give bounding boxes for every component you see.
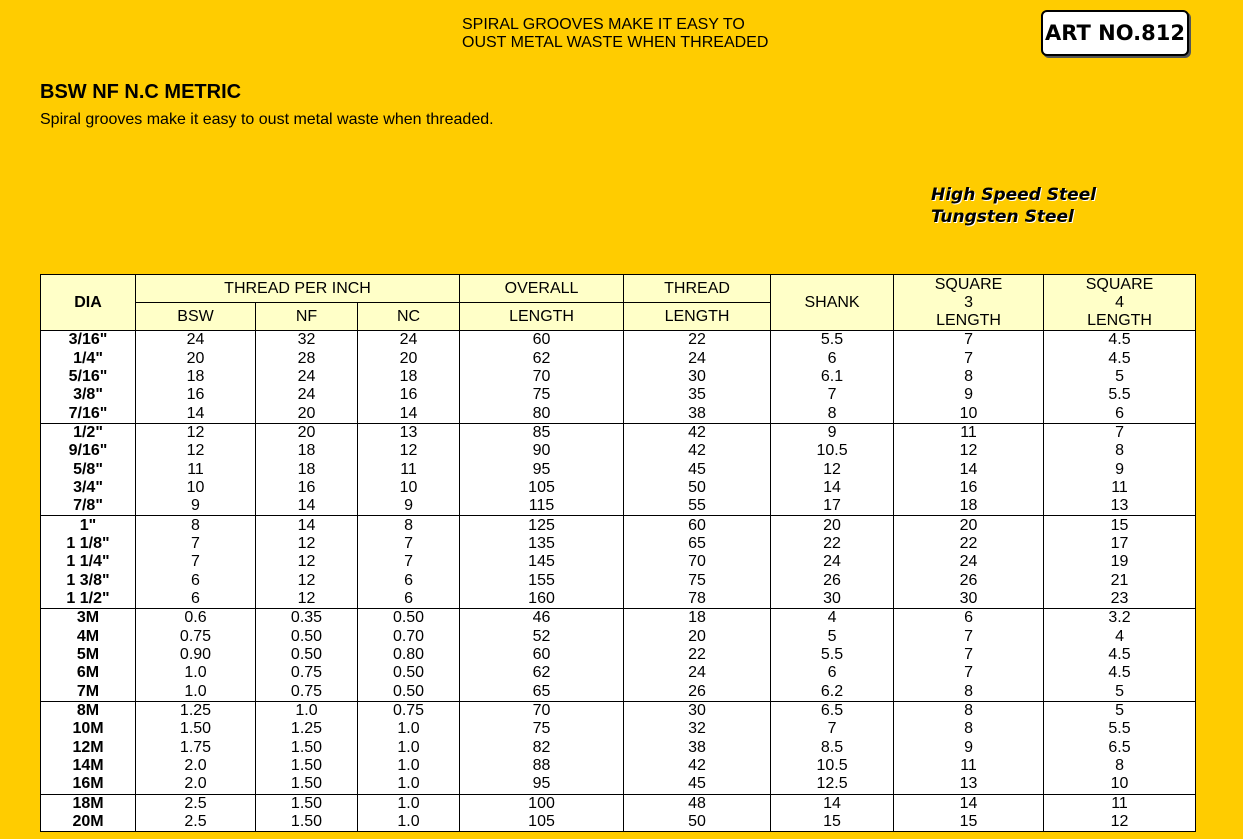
cell-nf: 1.0 — [256, 701, 358, 720]
cell-shank: 24 — [771, 553, 894, 571]
cell-thread-length: 38 — [624, 404, 771, 423]
table-row — [41, 553, 1196, 571]
cell-thread-length: 38 — [624, 739, 771, 757]
specification-table — [40, 274, 1196, 832]
cell-square-3-length: 18 — [894, 497, 1044, 516]
cell-dia: 6M — [41, 664, 136, 682]
cell-overall-length: 115 — [460, 497, 624, 516]
header-thread-length: LENGTH — [624, 303, 771, 331]
cell-shank: 12 — [771, 460, 894, 478]
cell-thread-length: 24 — [624, 664, 771, 682]
cell-overall-length: 105 — [460, 813, 624, 832]
cell-overall-length: 160 — [460, 590, 624, 609]
cell-nc: 0.80 — [358, 646, 460, 664]
cell-thread-length: 50 — [624, 813, 771, 832]
cell-dia: 7/8" — [41, 497, 136, 516]
header-dia: DIA — [41, 275, 136, 331]
cell-nf: 1.50 — [256, 813, 358, 832]
cell-overall-length: 95 — [460, 460, 624, 478]
table-row — [41, 683, 1196, 702]
cell-bsw: 8 — [136, 516, 256, 535]
cell-overall-length: 125 — [460, 516, 624, 535]
cell-nf: 0.75 — [256, 664, 358, 682]
cell-shank: 12.5 — [771, 775, 894, 794]
cell-bsw: 12 — [136, 423, 256, 442]
cell-overall-length: 62 — [460, 349, 624, 367]
table-row — [41, 404, 1196, 423]
cell-shank: 5.5 — [771, 331, 894, 350]
cell-nc: 1.0 — [358, 757, 460, 775]
cell-nc: 6 — [358, 590, 460, 609]
cell-nc: 16 — [358, 386, 460, 404]
cell-nf: 24 — [256, 368, 358, 386]
cell-square-4-length: 5 — [1044, 368, 1196, 386]
cell-thread-length: 30 — [624, 368, 771, 386]
table-row — [41, 349, 1196, 367]
cell-overall-length: 70 — [460, 701, 624, 720]
cell-square-4-length: 12 — [1044, 813, 1196, 832]
cell-dia: 8M — [41, 701, 136, 720]
cell-thread-length: 48 — [624, 794, 771, 813]
cell-nf: 14 — [256, 497, 358, 516]
cell-square-3-length: 7 — [894, 331, 1044, 350]
cell-dia: 16M — [41, 775, 136, 794]
cell-nc: 11 — [358, 460, 460, 478]
cell-square-4-length: 21 — [1044, 571, 1196, 589]
cell-square-3-length: 7 — [894, 628, 1044, 646]
cell-nf: 16 — [256, 479, 358, 497]
cell-thread-length: 78 — [624, 590, 771, 609]
cell-overall-length: 62 — [460, 664, 624, 682]
cell-square-3-length: 12 — [894, 442, 1044, 460]
cell-overall-length: 135 — [460, 535, 624, 553]
cell-bsw: 2.0 — [136, 775, 256, 794]
cell-shank: 30 — [771, 590, 894, 609]
cell-square-3-length: 15 — [894, 813, 1044, 832]
cell-bsw: 1.75 — [136, 739, 256, 757]
cell-thread-length: 18 — [624, 609, 771, 628]
cell-bsw: 18 — [136, 368, 256, 386]
cell-bsw: 1.0 — [136, 664, 256, 682]
table-row — [41, 442, 1196, 460]
cell-dia: 1 1/8" — [41, 535, 136, 553]
cell-square-4-length: 7 — [1044, 423, 1196, 442]
cell-dia: 4M — [41, 628, 136, 646]
cell-thread-length: 32 — [624, 720, 771, 738]
header-square-4 — [1044, 275, 1196, 331]
cell-square-3-length: 14 — [894, 460, 1044, 478]
cell-nc: 1.0 — [358, 739, 460, 757]
cell-dia: 5/16" — [41, 368, 136, 386]
cell-nc: 10 — [358, 479, 460, 497]
cell-bsw: 0.75 — [136, 628, 256, 646]
cell-dia: 12M — [41, 739, 136, 757]
cell-nf: 18 — [256, 460, 358, 478]
cell-thread-length: 65 — [624, 535, 771, 553]
cell-thread-length: 70 — [624, 553, 771, 571]
cell-bsw: 1.0 — [136, 683, 256, 702]
cell-nf: 12 — [256, 553, 358, 571]
materials-list — [931, 184, 1096, 228]
cell-overall-length: 145 — [460, 553, 624, 571]
cell-square-3-length: 26 — [894, 571, 1044, 589]
cell-dia: 3M — [41, 609, 136, 628]
cell-nc: 0.50 — [358, 664, 460, 682]
cell-nc: 1.0 — [358, 775, 460, 794]
cell-nc: 1.0 — [358, 720, 460, 738]
cell-nc: 14 — [358, 404, 460, 423]
cell-shank: 6.5 — [771, 701, 894, 720]
cell-square-4-length: 9 — [1044, 460, 1196, 478]
cell-dia: 7/16" — [41, 404, 136, 423]
cell-overall-length: 60 — [460, 331, 624, 350]
cell-bsw: 7 — [136, 535, 256, 553]
header-square-3-line3: LENGTH — [936, 311, 1001, 329]
table-row — [41, 460, 1196, 478]
header-square-3-line1: SQUARE — [934, 275, 1003, 293]
cell-bsw: 1.25 — [136, 701, 256, 720]
cell-square-3-length: 8 — [894, 683, 1044, 702]
cell-shank: 8.5 — [771, 739, 894, 757]
cell-overall-length: 52 — [460, 628, 624, 646]
cell-nc: 20 — [358, 349, 460, 367]
cell-thread-length: 42 — [624, 442, 771, 460]
cell-nf: 1.50 — [256, 775, 358, 794]
cell-dia: 1/4" — [41, 349, 136, 367]
cell-nc: 13 — [358, 423, 460, 442]
cell-nf: 0.35 — [256, 609, 358, 628]
cell-nf: 20 — [256, 423, 358, 442]
cell-thread-length: 26 — [624, 683, 771, 702]
cell-square-3-length: 24 — [894, 553, 1044, 571]
cell-square-3-length: 14 — [894, 794, 1044, 813]
header-shank: SHANK — [771, 275, 894, 331]
cell-thread-length: 55 — [624, 497, 771, 516]
cell-nc: 24 — [358, 331, 460, 350]
cell-bsw: 7 — [136, 553, 256, 571]
table-row — [41, 664, 1196, 682]
cell-shank: 10.5 — [771, 442, 894, 460]
cell-overall-length: 46 — [460, 609, 624, 628]
cell-overall-length: 100 — [460, 794, 624, 813]
cell-dia: 5/8" — [41, 460, 136, 478]
table-row — [41, 609, 1196, 628]
cell-square-4-length: 19 — [1044, 553, 1196, 571]
cell-square-3-length: 16 — [894, 479, 1044, 497]
table-row — [41, 813, 1196, 832]
cell-square-4-length: 8 — [1044, 442, 1196, 460]
table-row — [41, 701, 1196, 720]
cell-nf: 12 — [256, 535, 358, 553]
cell-dia: 3/16" — [41, 331, 136, 350]
cell-bsw: 0.6 — [136, 609, 256, 628]
cell-square-3-length: 8 — [894, 368, 1044, 386]
cell-nc: 0.70 — [358, 628, 460, 646]
table-row — [41, 571, 1196, 589]
cell-nf: 32 — [256, 331, 358, 350]
cell-bsw: 14 — [136, 404, 256, 423]
cell-shank: 9 — [771, 423, 894, 442]
header-square-3 — [894, 275, 1044, 331]
cell-overall-length: 85 — [460, 423, 624, 442]
cell-square-3-length: 11 — [894, 757, 1044, 775]
cell-shank: 20 — [771, 516, 894, 535]
cell-overall-length: 82 — [460, 739, 624, 757]
cell-dia: 1" — [41, 516, 136, 535]
cell-square-4-length: 11 — [1044, 794, 1196, 813]
cell-shank: 17 — [771, 497, 894, 516]
section-description: Spiral grooves make it easy to oust metal waste when threaded. — [40, 111, 494, 128]
cell-nc: 0.75 — [358, 701, 460, 720]
cell-thread-length: 35 — [624, 386, 771, 404]
table-row — [41, 646, 1196, 664]
cell-square-3-length: 9 — [894, 386, 1044, 404]
cell-nc: 18 — [358, 368, 460, 386]
cell-bsw: 2.0 — [136, 757, 256, 775]
header-square-4-line1: SQUARE — [1085, 275, 1154, 293]
art-number-value: 812 — [1141, 21, 1185, 45]
cell-overall-length: 95 — [460, 775, 624, 794]
cell-dia: 7M — [41, 683, 136, 702]
cell-thread-length: 20 — [624, 628, 771, 646]
cell-square-4-length: 5.5 — [1044, 386, 1196, 404]
cell-shank: 7 — [771, 386, 894, 404]
section-title: BSW NF N.C METRIC — [40, 81, 242, 103]
cell-nf: 0.50 — [256, 646, 358, 664]
cell-dia: 3/4" — [41, 479, 136, 497]
cell-square-4-length: 5.5 — [1044, 720, 1196, 738]
cell-square-4-length: 5 — [1044, 683, 1196, 702]
cell-square-3-length: 7 — [894, 664, 1044, 682]
cell-shank: 26 — [771, 571, 894, 589]
cell-square-3-length: 13 — [894, 775, 1044, 794]
cell-nc: 7 — [358, 535, 460, 553]
cell-bsw: 2.5 — [136, 794, 256, 813]
table-row — [41, 794, 1196, 813]
cell-bsw: 0.90 — [136, 646, 256, 664]
cell-dia: 1 1/2" — [41, 590, 136, 609]
cell-dia: 1 3/8" — [41, 571, 136, 589]
cell-nf: 24 — [256, 386, 358, 404]
cell-square-3-length: 7 — [894, 349, 1044, 367]
cell-nc: 1.0 — [358, 813, 460, 832]
cell-square-3-length: 7 — [894, 646, 1044, 664]
cell-square-4-length: 11 — [1044, 479, 1196, 497]
table-body — [41, 331, 1196, 832]
cell-bsw: 9 — [136, 497, 256, 516]
cell-square-4-length: 4 — [1044, 628, 1196, 646]
cell-nf: 12 — [256, 590, 358, 609]
table-row — [41, 720, 1196, 738]
cell-square-4-length: 15 — [1044, 516, 1196, 535]
cell-bsw: 24 — [136, 331, 256, 350]
cell-dia: 20M — [41, 813, 136, 832]
cell-square-3-length: 9 — [894, 739, 1044, 757]
cell-shank: 5 — [771, 628, 894, 646]
cell-overall-length: 65 — [460, 683, 624, 702]
cell-bsw: 1.50 — [136, 720, 256, 738]
cell-shank: 14 — [771, 794, 894, 813]
cell-square-3-length: 11 — [894, 423, 1044, 442]
cell-thread-length: 30 — [624, 701, 771, 720]
cell-nc: 0.50 — [358, 609, 460, 628]
cell-square-3-length: 22 — [894, 535, 1044, 553]
cell-thread-length: 75 — [624, 571, 771, 589]
cell-square-4-length: 4.5 — [1044, 646, 1196, 664]
cell-square-4-length: 5 — [1044, 701, 1196, 720]
cell-nc: 6 — [358, 571, 460, 589]
table-row — [41, 757, 1196, 775]
cell-shank: 6 — [771, 349, 894, 367]
cell-thread-length: 22 — [624, 331, 771, 350]
cell-nc: 0.50 — [358, 683, 460, 702]
cell-bsw: 6 — [136, 590, 256, 609]
table-row — [41, 331, 1196, 350]
header-overall: OVERALL — [460, 275, 624, 303]
cell-shank: 4 — [771, 609, 894, 628]
cell-overall-length: 70 — [460, 368, 624, 386]
cell-dia: 18M — [41, 794, 136, 813]
cell-nf: 1.50 — [256, 739, 358, 757]
header-square-4-line3: LENGTH — [1087, 311, 1152, 329]
cell-square-4-length: 4.5 — [1044, 331, 1196, 350]
header-thread-per-inch: THREAD PER INCH — [136, 275, 460, 303]
cell-nf: 1.50 — [256, 794, 358, 813]
cell-square-4-length: 3.2 — [1044, 609, 1196, 628]
cell-thread-length: 24 — [624, 349, 771, 367]
cell-overall-length: 75 — [460, 386, 624, 404]
cell-overall-length: 105 — [460, 479, 624, 497]
cell-bsw: 10 — [136, 479, 256, 497]
cell-square-4-length: 13 — [1044, 497, 1196, 516]
art-number-badge — [1041, 10, 1189, 56]
cell-overall-length: 80 — [460, 404, 624, 423]
cell-square-3-length: 30 — [894, 590, 1044, 609]
cell-shank: 10.5 — [771, 757, 894, 775]
cell-overall-length: 90 — [460, 442, 624, 460]
cell-dia: 10M — [41, 720, 136, 738]
cell-shank: 6.2 — [771, 683, 894, 702]
cell-bsw: 11 — [136, 460, 256, 478]
table-row — [41, 479, 1196, 497]
cell-bsw: 2.5 — [136, 813, 256, 832]
table-row — [41, 368, 1196, 386]
cell-dia: 1/2" — [41, 423, 136, 442]
header-thread: THREAD — [624, 275, 771, 303]
cell-dia: 1 1/4" — [41, 553, 136, 571]
header-bsw: BSW — [136, 303, 256, 331]
cell-nc: 7 — [358, 553, 460, 571]
cell-nc: 8 — [358, 516, 460, 535]
cell-square-4-length: 4.5 — [1044, 349, 1196, 367]
cell-square-4-length: 4.5 — [1044, 664, 1196, 682]
cell-thread-length: 60 — [624, 516, 771, 535]
cell-nc: 1.0 — [358, 794, 460, 813]
cell-thread-length: 22 — [624, 646, 771, 664]
material-hss: High Speed Steel — [931, 185, 1097, 205]
cell-shank: 15 — [771, 813, 894, 832]
cell-shank: 14 — [771, 479, 894, 497]
cell-square-3-length: 8 — [894, 720, 1044, 738]
cell-bsw: 6 — [136, 571, 256, 589]
cell-dia: 9/16" — [41, 442, 136, 460]
cell-shank: 22 — [771, 535, 894, 553]
cell-overall-length: 75 — [460, 720, 624, 738]
cell-thread-length: 42 — [624, 757, 771, 775]
cell-dia: 14M — [41, 757, 136, 775]
cell-square-3-length: 20 — [894, 516, 1044, 535]
table-row — [41, 516, 1196, 535]
cell-shank: 5.5 — [771, 646, 894, 664]
header-square-4-line2: 4 — [1115, 293, 1124, 311]
table-row — [41, 535, 1196, 553]
art-number-label: ART NO. — [1045, 21, 1142, 45]
table-row — [41, 775, 1196, 794]
cell-nf: 0.75 — [256, 683, 358, 702]
cell-shank: 6.1 — [771, 368, 894, 386]
cell-square-4-length: 17 — [1044, 535, 1196, 553]
cell-square-3-length: 8 — [894, 701, 1044, 720]
cell-shank: 6 — [771, 664, 894, 682]
cell-nf: 0.50 — [256, 628, 358, 646]
cell-square-4-length: 6.5 — [1044, 739, 1196, 757]
cell-thread-length: 45 — [624, 775, 771, 794]
material-tungsten: Tungsten Steel — [931, 207, 1074, 227]
table-row — [41, 739, 1196, 757]
cell-overall-length: 60 — [460, 646, 624, 664]
cell-overall-length: 155 — [460, 571, 624, 589]
cell-bsw: 20 — [136, 349, 256, 367]
cell-nf: 1.25 — [256, 720, 358, 738]
header-nc: NC — [358, 303, 460, 331]
cell-thread-length: 45 — [624, 460, 771, 478]
cell-overall-length: 88 — [460, 757, 624, 775]
header-nf: NF — [256, 303, 358, 331]
header-overall-length: LENGTH — [460, 303, 624, 331]
cell-nf: 12 — [256, 571, 358, 589]
cell-bsw: 16 — [136, 386, 256, 404]
header-square-3-line2: 3 — [964, 293, 973, 311]
cell-shank: 7 — [771, 720, 894, 738]
table-row — [41, 386, 1196, 404]
table-row — [41, 590, 1196, 609]
cell-nf: 28 — [256, 349, 358, 367]
cell-square-4-length: 10 — [1044, 775, 1196, 794]
cell-square-3-length: 6 — [894, 609, 1044, 628]
cell-square-3-length: 10 — [894, 404, 1044, 423]
table-row — [41, 423, 1196, 442]
tagline: SPIRAL GROOVES MAKE IT EASY TO OUST METAL WASTE WHEN THREADED — [462, 16, 769, 51]
cell-nf: 1.50 — [256, 757, 358, 775]
cell-shank: 8 — [771, 404, 894, 423]
cell-bsw: 12 — [136, 442, 256, 460]
cell-nc: 9 — [358, 497, 460, 516]
cell-square-4-length: 6 — [1044, 404, 1196, 423]
table-row — [41, 628, 1196, 646]
cell-dia: 3/8" — [41, 386, 136, 404]
cell-nf: 14 — [256, 516, 358, 535]
cell-nf: 18 — [256, 442, 358, 460]
cell-nf: 20 — [256, 404, 358, 423]
table-row — [41, 497, 1196, 516]
cell-thread-length: 42 — [624, 423, 771, 442]
cell-dia: 5M — [41, 646, 136, 664]
cell-square-4-length: 23 — [1044, 590, 1196, 609]
cell-nc: 12 — [358, 442, 460, 460]
cell-square-4-length: 8 — [1044, 757, 1196, 775]
cell-thread-length: 50 — [624, 479, 771, 497]
